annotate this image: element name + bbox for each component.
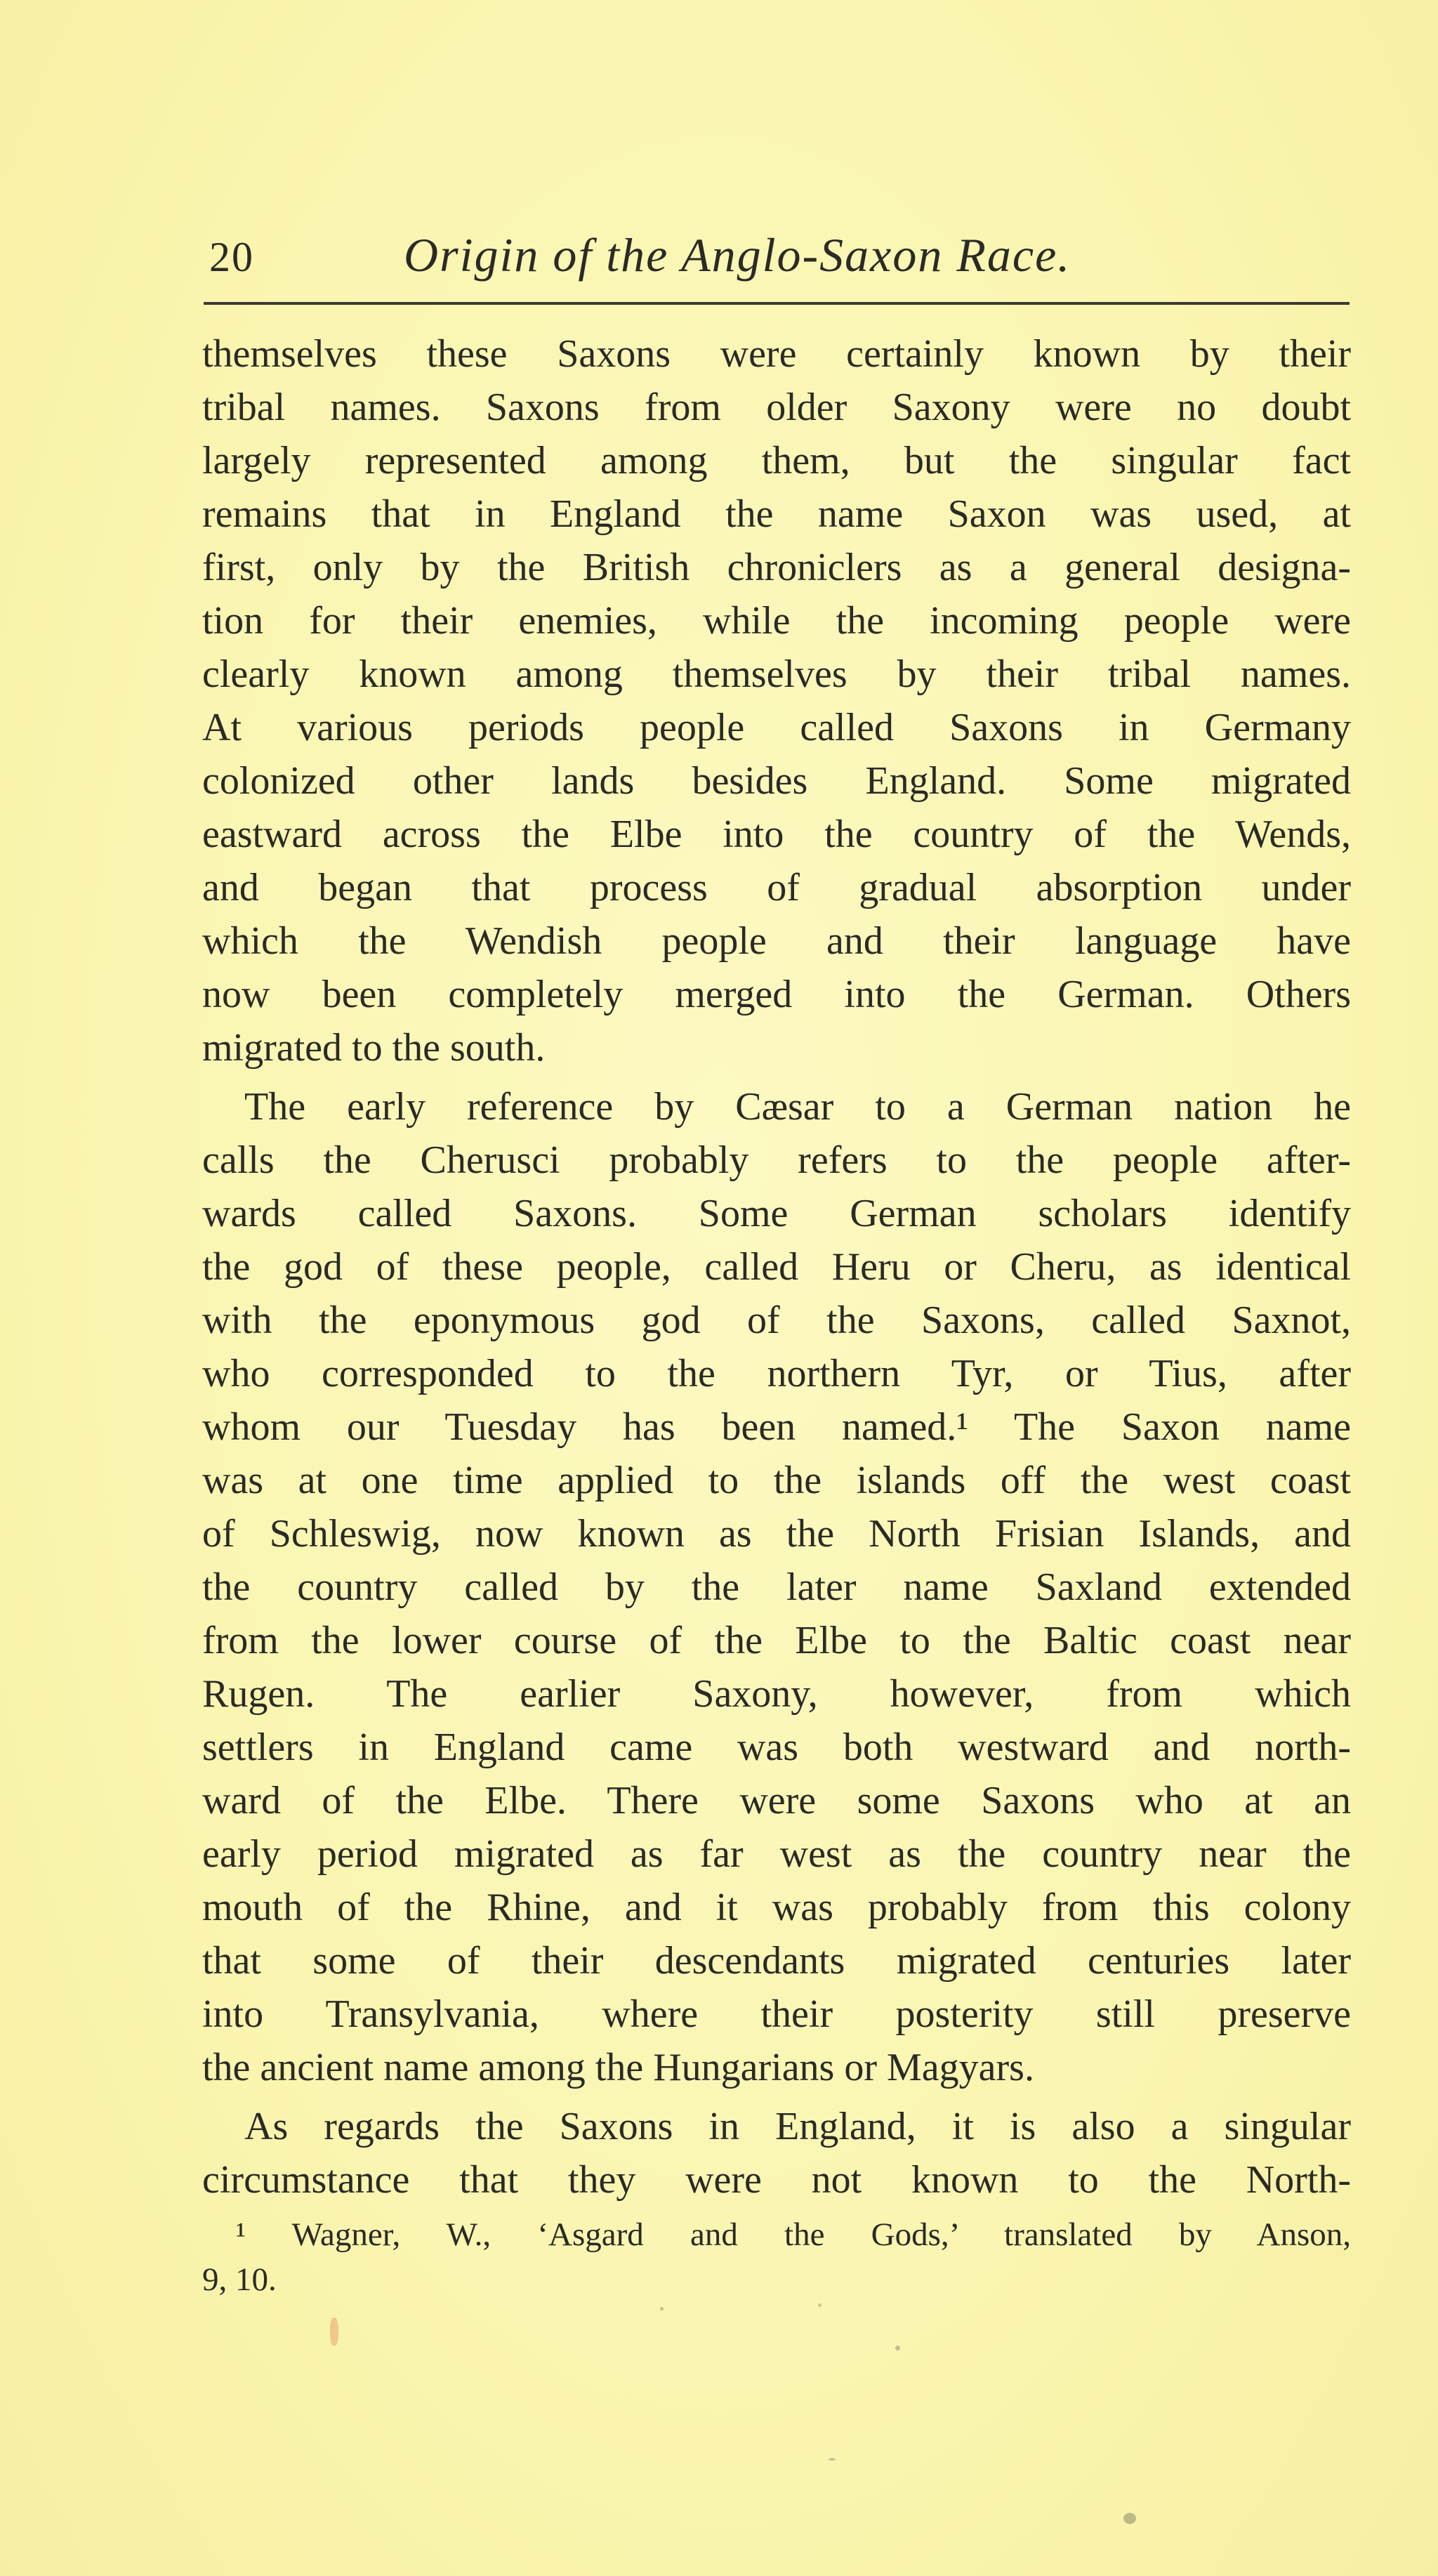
text-line: tribal names. Saxons from older Saxony were no doubt xyxy=(202,386,1351,429)
text-line: tion for their enemies, while the incoming people were xyxy=(202,599,1351,643)
paragraph-gap xyxy=(202,1075,1351,1080)
paper-speck xyxy=(330,2318,338,2346)
text-line: of Schleswig, now known as the North Frisian Islands, and xyxy=(202,1512,1351,1556)
text-line: whom our Tuesday has been named.¹ The Saxon name xyxy=(202,1405,1351,1449)
paragraph xyxy=(202,327,1351,1075)
text-line: with the eponymous god of the Saxons, called Saxnot, xyxy=(202,1299,1351,1342)
text-line: early period migrated as far west as the country near the xyxy=(202,1832,1351,1876)
text-line: who corresponded to the northern Tyr, or Tius, after xyxy=(202,1352,1351,1395)
footnote-line: 9, 10. xyxy=(202,2261,277,2298)
paragraph-gap xyxy=(202,2094,1351,2100)
text-line: colonized other lands besides England. Some migrated xyxy=(202,759,1351,803)
paragraph xyxy=(202,2100,1351,2207)
text-line: The early reference by Cæsar to a German nation he xyxy=(244,1085,1351,1129)
text-line: migrated to the south. xyxy=(202,1026,546,1070)
text-line: themselves these Saxons were certainly known by their xyxy=(202,332,1351,376)
running-head xyxy=(204,223,1348,294)
text-line: was at one time applied to the islands off the west coast xyxy=(202,1459,1351,1502)
text-line: that some of their descendants migrated centuries later xyxy=(202,1939,1351,1983)
text-line: which the Wendish people and their language have xyxy=(202,919,1351,963)
text-line: first, only by the British chroniclers as a general designa- xyxy=(202,546,1351,589)
text-line: the god of these people, called Heru or Cheru, as identical xyxy=(202,1245,1351,1289)
header-rule xyxy=(204,302,1350,305)
paper-speck xyxy=(829,2458,836,2461)
text-line: wards called Saxons. Some German scholars identify xyxy=(202,1192,1351,1235)
running-title: Origin of the Anglo-Saxon Race. xyxy=(404,228,1071,282)
text-line: largely represented among them, but the singular fact xyxy=(202,439,1351,482)
text-line: clearly known among themselves by their tribal names. xyxy=(202,652,1351,696)
text-line: and began that process of gradual absorption under xyxy=(202,866,1351,909)
paper-speck xyxy=(818,2304,822,2307)
text-line: the country called by the later name Saxland extended xyxy=(202,1565,1351,1609)
text-line: into Transylvania, where their posterity still preserve xyxy=(202,1992,1351,2036)
text-line: the ancient name among the Hungarians or Magyars. xyxy=(202,2046,1034,2089)
body-text xyxy=(202,327,1351,2207)
text-line: At various periods people called Saxons in Germany xyxy=(202,706,1351,749)
text-line: remains that in England the name Saxon was used, at xyxy=(202,492,1351,536)
text-line: from the lower course of the Elbe to the Baltic coast near xyxy=(202,1619,1351,1662)
paper-speck xyxy=(660,2307,664,2311)
text-line: Rugen. The earlier Saxony, however, from which xyxy=(202,1672,1351,1716)
paragraph xyxy=(202,1080,1351,2094)
text-line: circumstance that they were not known to the North- xyxy=(202,2158,1351,2202)
text-line: ward of the Elbe. There were some Saxons who at an xyxy=(202,1779,1351,1822)
text-line: As regards the Saxons in England, it is also a singular xyxy=(244,2105,1351,2148)
text-line: calls the Cherusci probably refers to the people after- xyxy=(202,1138,1351,1182)
text-line: eastward across the Elbe into the country of the Wends, xyxy=(202,813,1351,856)
footnote-line: ¹ Wagner, W., ‘Asgard and the Gods,’ translated by Anson, xyxy=(236,2216,1351,2253)
paper-speck xyxy=(1123,2513,1136,2524)
text-line: now been completely merged into the German. Others xyxy=(202,973,1351,1016)
footnote xyxy=(202,2212,1351,2302)
text-line: mouth of the Rhine, and it was probably from this colony xyxy=(202,1886,1351,1929)
paper-speck xyxy=(895,2346,900,2351)
text-line: settlers in England came was both westward and north- xyxy=(202,1726,1351,1769)
page-number: 20 xyxy=(209,234,254,280)
